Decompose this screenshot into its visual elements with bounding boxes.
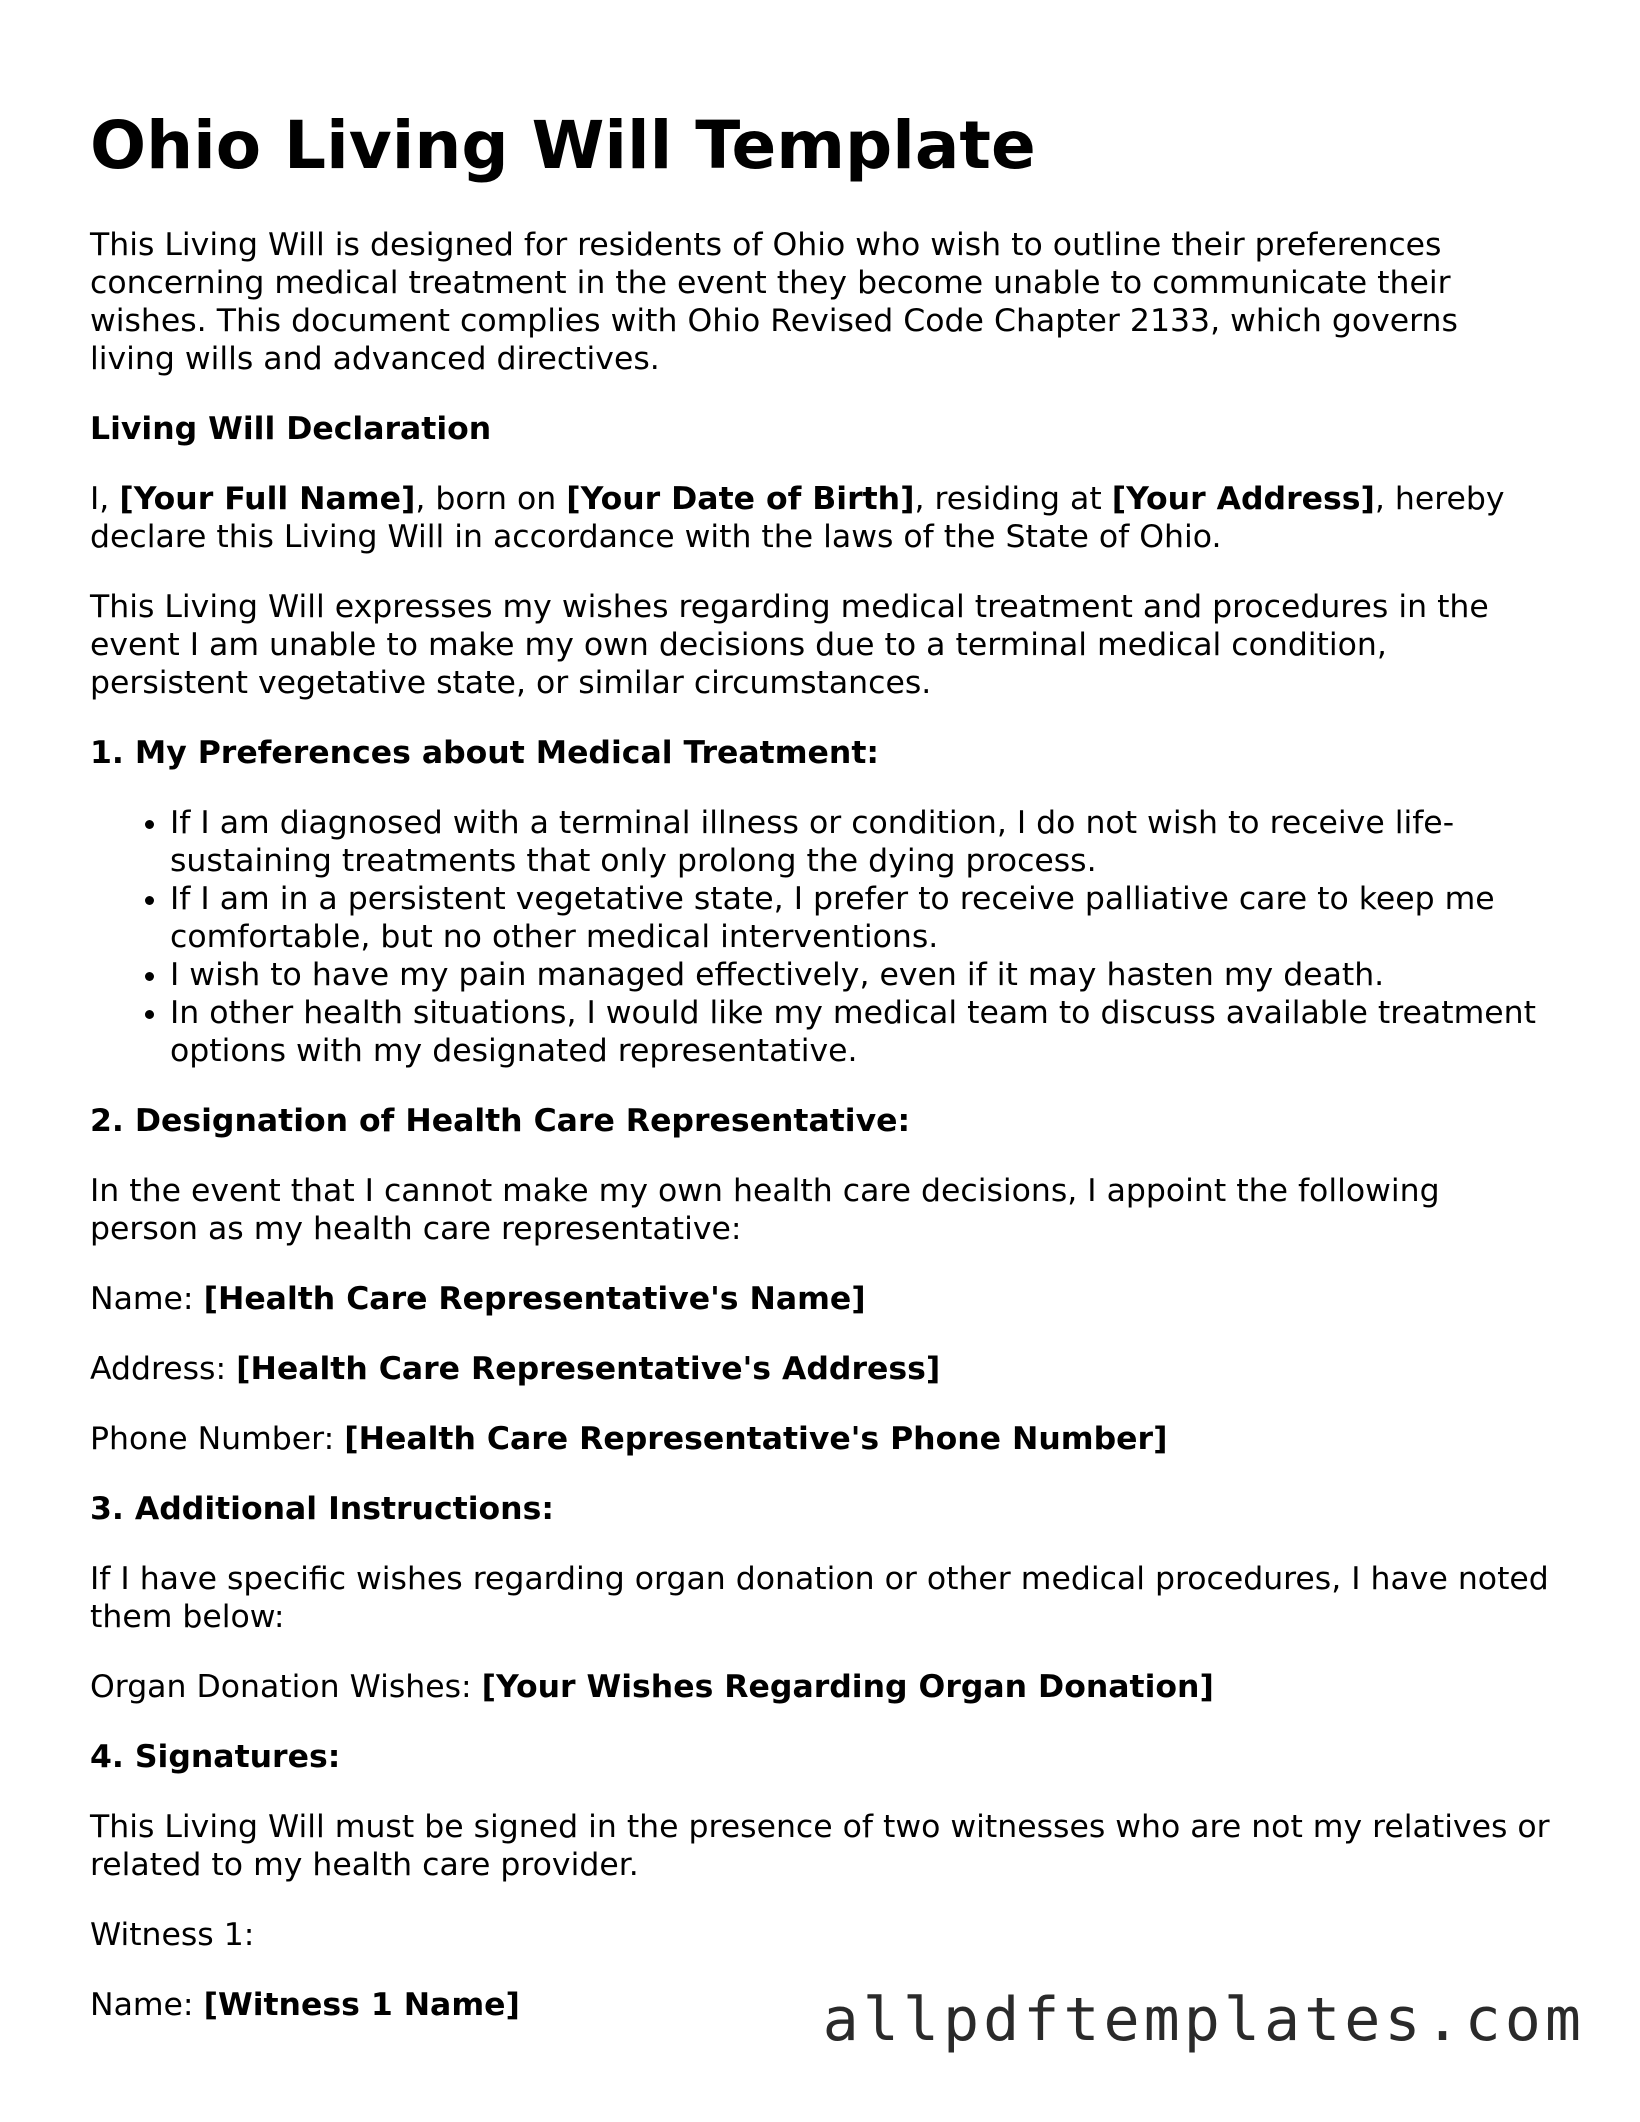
rep-name-placeholder: [Health Care Representative's Name]: [203, 1280, 866, 1317]
section2-heading: 2. Designation of Health Care Representative:: [90, 1102, 911, 1139]
watermark: allpdftemplates.com: [822, 1985, 1585, 2055]
section3-intro: If I have specific wishes regarding organ donation or other medical procedures, I have noted them below:: [90, 1560, 1549, 1635]
section3-heading: 3. Additional Instructions:: [90, 1490, 554, 1527]
list-item: • In other health situations, I would like my medical team to discuss available treatment options with my designated representative.: [170, 994, 1550, 1070]
rep-phone-label: Phone Number:: [90, 1420, 345, 1457]
section2-intro: In the event that I cannot make my own health care decisions, I appoint the following person as my health care representative:: [90, 1172, 1440, 1247]
declaration-text-1: I,: [90, 480, 120, 517]
address-placeholder: [Your Address]: [1111, 480, 1375, 517]
rep-phone-placeholder: [Health Care Representative's Phone Number]: [344, 1420, 1168, 1457]
witness1-name-placeholder: [Witness 1 Name]: [203, 1986, 520, 2023]
organ-donation-placeholder: [Your Wishes Regarding Organ Donation]: [481, 1668, 1214, 1705]
section4-heading: 4. Signatures:: [90, 1738, 341, 1775]
list-item: • I wish to have my pain managed effectively, even if it may hasten my death.: [170, 956, 1550, 994]
witness1-label: Witness 1:: [90, 1916, 255, 1953]
witness1-name-label: Name:: [90, 1986, 204, 2023]
organ-donation-line: [90, 1668, 1550, 1706]
list-item: • If I am diagnosed with a terminal illness or condition, I do not wish to receive life-sustaining treatments that only prolong the dying process.: [170, 804, 1550, 880]
page-title: Ohio Living Will Template: [90, 107, 1036, 184]
organ-donation-label: Organ Donation Wishes:: [90, 1668, 482, 1705]
rep-address-line: [90, 1350, 1550, 1388]
declaration-text-4: , hereby declare this Living Will in accordance with the laws of the State of Ohio.: [90, 480, 1505, 555]
declaration-paragraph: [90, 480, 1550, 556]
dob-placeholder: [Your Date of Birth]: [566, 480, 915, 517]
declaration-text-3: , residing at: [914, 480, 1112, 517]
rep-phone-line: [90, 1420, 1550, 1458]
section4-intro: This Living Will must be signed in the presence of two witnesses who are not my relatives or related to my health care provider.: [90, 1808, 1550, 1883]
preferences-list: [90, 804, 1550, 1070]
rep-address-placeholder: [Health Care Representative's Address]: [236, 1350, 941, 1387]
declaration-text-2: , born on: [415, 480, 567, 517]
rep-address-label: Address:: [90, 1350, 237, 1387]
rep-name-label: Name:: [90, 1280, 204, 1317]
list-item: • If I am in a persistent vegetative state, I prefer to receive palliative care to keep me comfortable, but no other medical interventions.: [170, 880, 1550, 956]
intro-paragraph: This Living Will is designed for residents of Ohio who wish to outline their preferences concerning medical treatment in the event they become unable to communicate their wishes. This document complies with Ohio Revised Code Chapter 2133, which governs living wills and advanced directives.: [90, 226, 1458, 377]
full-name-placeholder: [Your Full Name]: [119, 480, 416, 517]
document-page: [90, 108, 1550, 2056]
rep-name-line: [90, 1280, 1550, 1318]
declaration-paragraph-2: This Living Will expresses my wishes regarding medical treatment and procedures in the event I am unable to make my own decisions due to a terminal medical condition, persistent vegetative state, or similar circumstances.: [90, 588, 1489, 701]
declaration-heading: Living Will Declaration: [90, 410, 492, 447]
section1-heading: 1. My Preferences about Medical Treatment:: [90, 734, 879, 771]
